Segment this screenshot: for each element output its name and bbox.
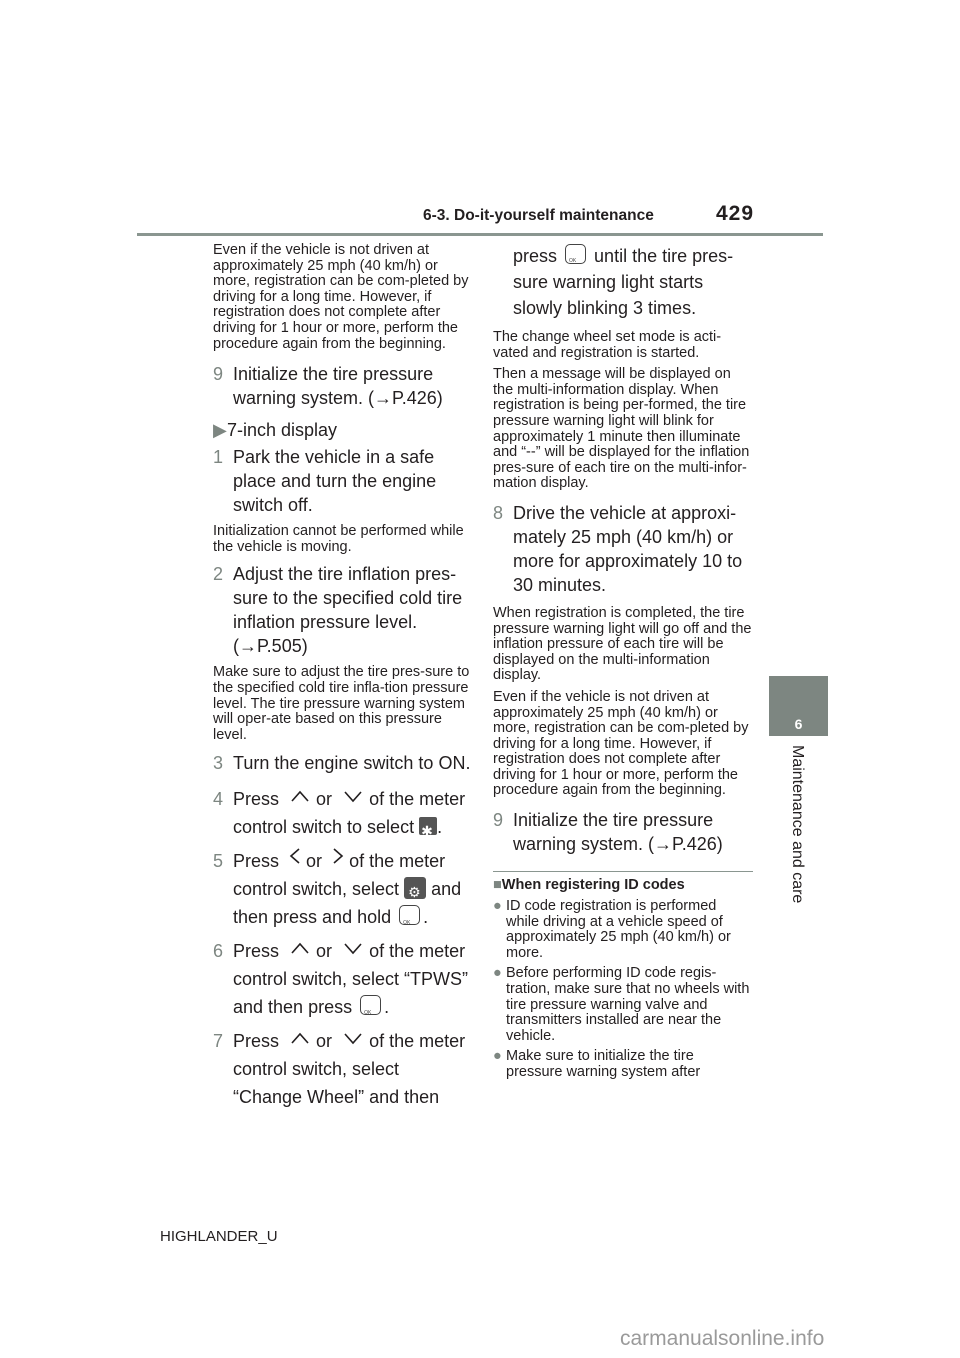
bullet-icon: ● [493, 898, 502, 915]
chevron-down-icon [341, 941, 365, 955]
triangle-icon: ▶ [213, 420, 227, 441]
step-9: 9 Initialize the tire pressure warning system. (→P.426) [213, 364, 443, 409]
note-paragraph: Make sure to adjust the tire pres-sure to the specified cold tire infla-tion pressure level. The tire pressure warning system will oper-ate based on this pressure level. [213, 664, 470, 743]
chevron-right-icon [331, 847, 345, 865]
bullet-icon: ● [493, 1048, 502, 1065]
bullet-item: ● Make sure to initialize the tire pressure warning system after [493, 1048, 701, 1080]
settings-icon [419, 817, 437, 835]
square-icon: ■ [493, 877, 502, 894]
step-3: 3 Turn the engine switch to ON. [213, 753, 471, 774]
step-6: 6 Press or of the meter control switch, select “TPWS” and then press OK . [213, 937, 473, 1021]
chevron-down-icon [341, 789, 365, 803]
step-1: 1 Park the vehicle in a safe place and turn the engine switch off. [213, 447, 437, 516]
note-paragraph: Initialization cannot be performed while the vehicle is moving. [213, 523, 464, 555]
vehicle-settings-icon [404, 877, 426, 899]
chevron-down-icon [341, 1031, 365, 1045]
step-9: 9 Initialize the tire pressure warning system. (→P.426) [493, 810, 723, 855]
watermark: carmanualsonline.info [620, 1327, 825, 1350]
step-5: 5 Press or of the meter control switch, select ⚙ and then press and hold OK . [213, 847, 473, 931]
note-paragraph: Even if the vehicle is not driven at approximately 25 mph (40 km/h) or more, registration can be com-pleted by driving for a long time. However, if registration does not complete after driving for 1 hour or more, perform the procedure again from the beginning. [213, 242, 469, 352]
step-7: 7 Press or of the meter control switch, select “Change Wheel” and then [213, 1031, 466, 1108]
model-code: HIGHLANDER_U [160, 1228, 278, 1245]
display-heading: ▶ 7-inch display [213, 420, 338, 441]
step-4: 4 Press or of the meter control switch to select ✱ . [213, 785, 473, 841]
chevron-up-icon [288, 941, 312, 955]
bullet-item: ● ID code registration is performed while driving at a vehicle speed of approximately 25 mph (40 km/h) or more. [493, 898, 731, 961]
step-2: 2 Adjust the tire inflation pres-sure to the specified cold tire inflation pressure level. (→P.505) [213, 564, 463, 657]
chapter-number: 6 [794, 716, 803, 732]
header-rule [137, 233, 823, 236]
subsection-title: ■When registering ID codes [493, 877, 685, 894]
ok-button-icon [399, 905, 420, 925]
chevron-up-icon [288, 1031, 312, 1045]
left-column [213, 243, 473, 1111]
section-title: 6-3. Do-it-yourself maintenance [423, 207, 654, 224]
note-paragraph: The change wheel set mode is acti-vated and registration is started. [493, 329, 722, 361]
note-paragraph: When registration is completed, the tire pressure warning light will go off and the inflation pressure of each tire will be displayed on the multi-information display. [493, 604, 752, 684]
page-number: 429 [716, 202, 755, 225]
bullet-item: ● Before performing ID code regis-tration, make sure that no wheels with tire pressure warning valve and transmitters installed are near the vehicle. [493, 965, 750, 1044]
chapter-tab [769, 676, 828, 736]
bullet-icon: ● [493, 965, 502, 982]
chevron-up-icon [288, 789, 312, 803]
ok-button-icon [360, 995, 381, 1015]
chevron-left-icon [288, 847, 302, 865]
note-paragraph: Then a message will be displayed on the multi-information display. When registration is being per-formed, the tire pressure warning light will blink for approximately 1 minute then illuminate and “--” will be displayed for the inflation pres-sure of each tire on the multi-infor-mation display. [493, 366, 750, 492]
chapter-label: Maintenance and care [789, 745, 806, 904]
step-7-continued: press OK until the tire pres-sure warning light starts slowly blinking 3 times. [493, 243, 753, 321]
step-8: 8 Drive the vehicle at approxi-mately 25 mph (40 km/h) or more for approximately 10 to 30 minutes. [493, 502, 743, 595]
note-paragraph: Even if the vehicle is not driven at approximately 25 mph (40 km/h) or more, registration can be com-pleted by driving for a long time. However, if registration does not complete after driving for 1 hour or more, perform the procedure again from the beginning. [493, 688, 749, 799]
ok-button-icon [565, 244, 586, 264]
right-column [493, 243, 753, 1081]
